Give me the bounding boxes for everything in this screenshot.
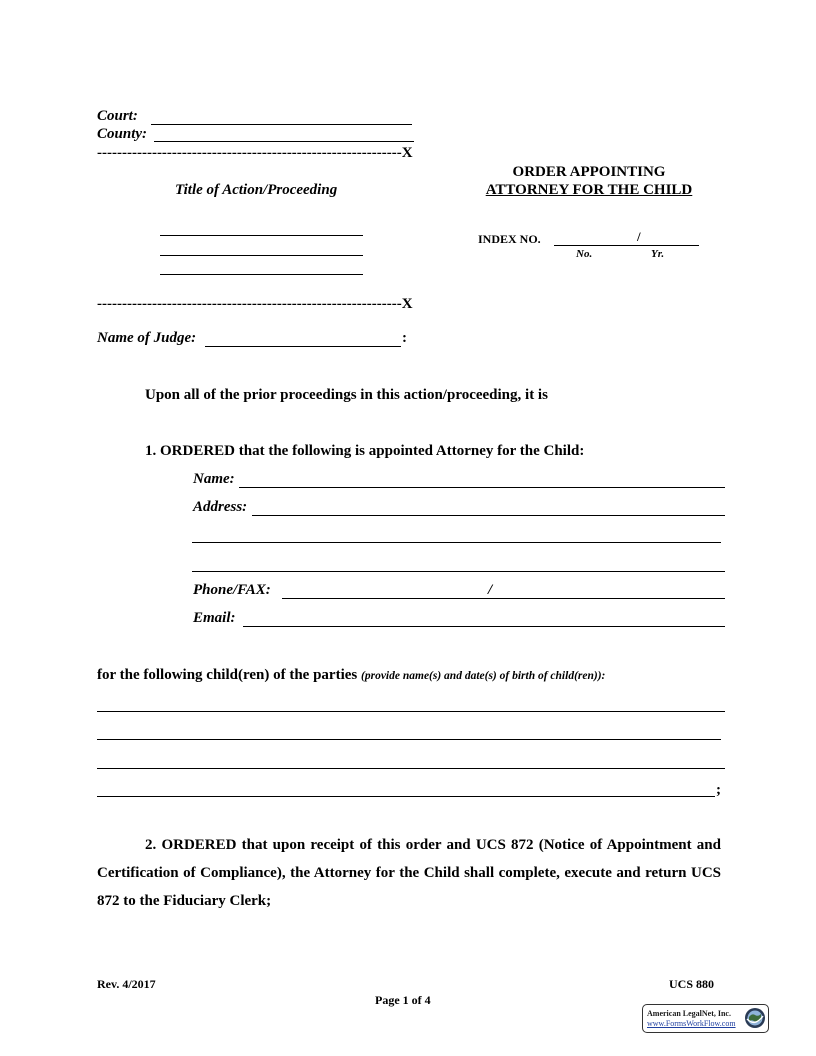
county-label: County: (97, 126, 148, 142)
county-field[interactable] (154, 141, 414, 142)
judge-colon: : (402, 330, 407, 346)
attorney-name-field[interactable] (239, 487, 725, 488)
children-field-2[interactable] (97, 739, 721, 740)
party-line-3[interactable] (160, 274, 363, 275)
children-field-1[interactable] (97, 711, 725, 712)
attorney-phone-label: Phone/FAX: (193, 582, 271, 598)
revision-date: Rev. 4/2017 (97, 977, 156, 991)
index-yr-caption: Yr. (651, 248, 665, 260)
globe-icon (744, 1007, 766, 1029)
order-title-line1: ORDER APPOINTING (512, 164, 666, 180)
attorney-name-label: Name: (193, 471, 235, 487)
form-code: UCS 880 (669, 977, 715, 991)
attorney-address-label: Address: (193, 499, 248, 515)
legalnet-logo[interactable] (642, 1004, 769, 1033)
children-field-3[interactable] (97, 768, 725, 769)
judge-label: Name of Judge: (97, 330, 197, 346)
ordered-2-text: 2. ORDERED that upon receipt of this order and UCS 872 (Notice of Appointment and Certification of Compliance), the Attorney for the Child shall complete, execute and return UCS 872 to the Fiduciary Clerk; (97, 837, 721, 909)
caption-separator-bottom: -------------------------------------------------------------X (97, 296, 413, 312)
index-number-field[interactable] (554, 245, 699, 246)
children-hint: (provide name(s) and date(s) of birth of child(ren)): (361, 670, 606, 682)
children-end-semicolon: ; (716, 782, 721, 798)
party-line-1[interactable] (160, 235, 363, 236)
attorney-address-field-3[interactable] (192, 571, 725, 572)
judge-field[interactable] (205, 346, 401, 347)
court-field[interactable] (151, 124, 412, 125)
attorney-phone-field[interactable] (282, 598, 725, 599)
intro-text: Upon all of the prior proceedings in this action/proceeding, it is (145, 387, 548, 403)
index-no-caption: No. (576, 248, 593, 260)
attorney-email-label: Email: (193, 610, 236, 626)
party-line-2[interactable] (160, 255, 363, 256)
title-of-action: Title of Action/Proceeding (175, 182, 338, 198)
attorney-address-field-1[interactable] (252, 515, 725, 516)
index-slash: / (637, 229, 641, 244)
attorney-address-field-2[interactable] (192, 542, 721, 543)
children-label-row (97, 667, 605, 684)
children-label: for the following child(ren) of the parties (97, 667, 358, 683)
logo-website[interactable]: www.FormsWorkFlow.com (647, 1019, 736, 1028)
attorney-email-field[interactable] (243, 626, 725, 627)
ordered-1-text: 1. ORDERED that the following is appointed Attorney for the Child: (145, 443, 585, 459)
court-label: Court: (97, 108, 138, 124)
order-title-line2: ATTORNEY FOR THE CHILD (485, 182, 693, 198)
caption-separator-top: -------------------------------------------------------------X (97, 145, 413, 161)
logo-company-name: American LegalNet, Inc. (647, 1009, 731, 1018)
index-label: INDEX NO. (478, 232, 541, 246)
page-number: Page 1 of 4 (375, 993, 431, 1007)
children-field-4[interactable] (97, 796, 715, 797)
attorney-phone-slash: / (488, 582, 493, 598)
